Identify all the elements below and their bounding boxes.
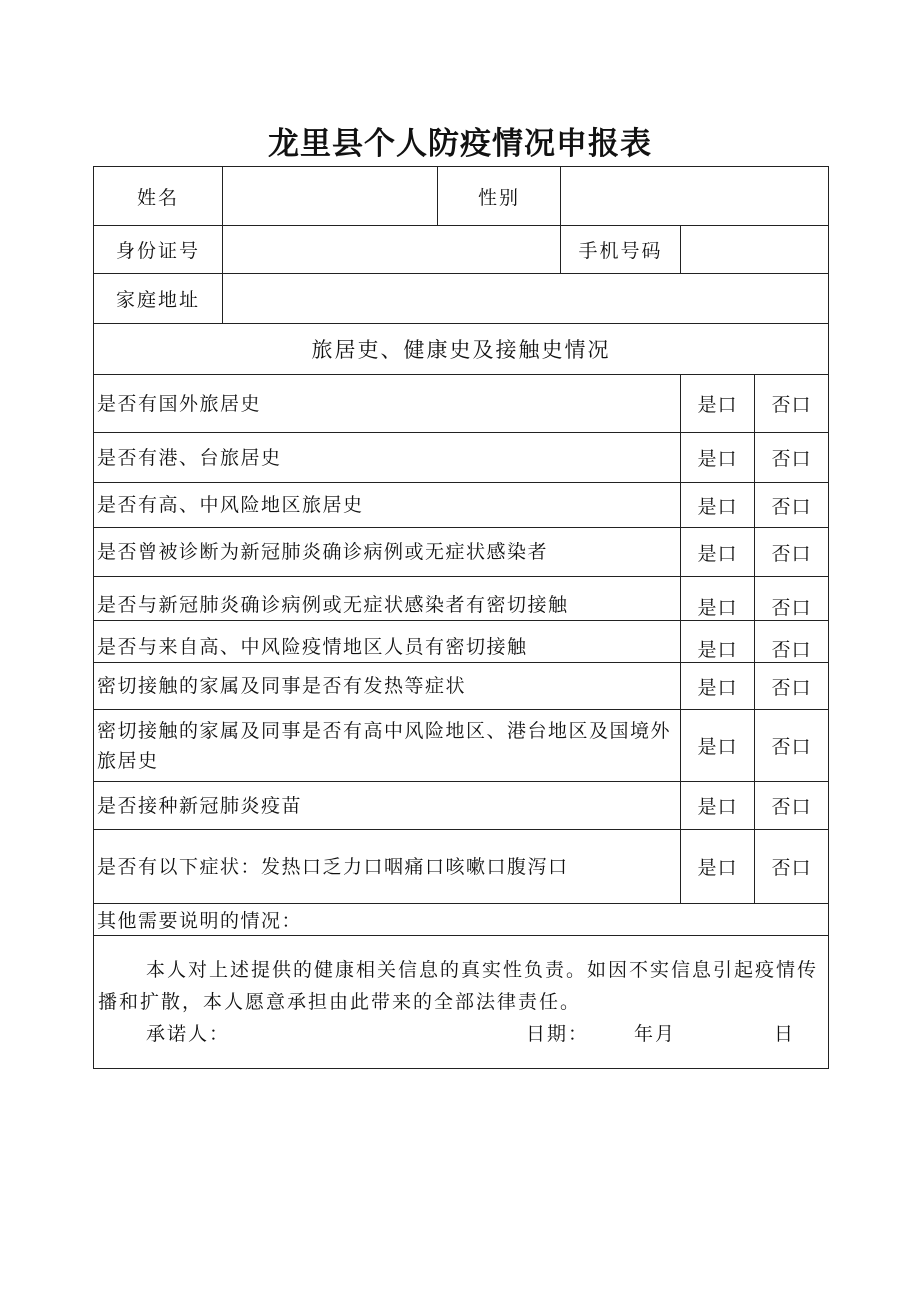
question-row	[94, 528, 829, 577]
yes-checkbox[interactable]: 是口	[681, 621, 755, 663]
phone-field[interactable]	[681, 226, 829, 274]
no-checkbox[interactable]: 否口	[755, 375, 829, 433]
question-row	[94, 375, 829, 433]
declaration-text: 本人对上述提供的健康相关信息的真实性负责。如因不实信息引起疫情传播和扩散，本人愿意承担由此带来的全部法律责任。	[98, 959, 819, 1013]
gender-label: 性别	[438, 167, 561, 226]
no-checkbox[interactable]: 否口	[755, 483, 829, 528]
no-checkbox[interactable]: 否口	[755, 433, 829, 483]
yes-checkbox[interactable]: 是口	[681, 433, 755, 483]
yes-checkbox[interactable]: 是口	[681, 710, 755, 782]
yes-checkbox[interactable]: 是口	[681, 483, 755, 528]
yes-checkbox[interactable]: 是口	[681, 830, 755, 904]
other-note-label: 其他需要说明的情况：	[94, 904, 829, 936]
question-text: 是否有港、台旅居史	[94, 433, 681, 483]
row-address	[94, 274, 829, 324]
signer-label: 承诺人：	[146, 1023, 231, 1045]
no-checkbox[interactable]: 否口	[755, 663, 829, 710]
row-section-title	[94, 324, 829, 375]
question-text: 是否有以下症状：发热口乏力口咽痛口咳嗽口腹泻口	[94, 830, 681, 904]
declaration-block	[94, 936, 829, 1069]
question-text: 是否接种新冠肺炎疫苗	[94, 782, 681, 830]
yes-checkbox[interactable]: 是口	[681, 375, 755, 433]
no-checkbox[interactable]: 否口	[755, 528, 829, 577]
row-id-phone	[94, 226, 829, 274]
phone-label: 手机号码	[561, 226, 681, 274]
yes-checkbox[interactable]: 是口	[681, 782, 755, 830]
row-other-note	[94, 904, 829, 936]
question-row	[94, 483, 829, 528]
address-field[interactable]	[223, 274, 829, 324]
question-text: 是否与来自高、中风险疫情地区人员有密切接触	[94, 621, 681, 663]
question-text: 是否有国外旅居史	[94, 375, 681, 433]
question-row	[94, 710, 829, 782]
question-row	[94, 577, 829, 621]
question-text: 是否曾被诊断为新冠肺炎确诊病例或无症状感染者	[94, 528, 681, 577]
question-text: 是否与新冠肺炎确诊病例或无症状感染者有密切接触	[94, 577, 681, 621]
id-number-field[interactable]	[223, 226, 561, 274]
day-label: 日	[774, 1023, 796, 1045]
no-checkbox[interactable]: 否口	[755, 710, 829, 782]
year-month-label: 年月	[634, 1023, 677, 1045]
question-row	[94, 782, 829, 830]
question-text: 是否有高、中风险地区旅居史	[94, 483, 681, 528]
id-number-label: 身份证号	[94, 226, 223, 274]
declaration-form-table	[93, 166, 829, 1069]
question-row	[94, 433, 829, 483]
section-title: 旅居吏、健康史及接触史情况	[94, 324, 829, 375]
question-row	[94, 663, 829, 710]
row-name-gender	[94, 167, 829, 226]
question-text: 密切接触的家属及同事是否有高中风险地区、港台地区及国境外旅居史	[94, 710, 681, 782]
yes-checkbox[interactable]: 是口	[681, 528, 755, 577]
question-text: 密切接触的家属及同事是否有发热等症状	[94, 663, 681, 710]
no-checkbox[interactable]: 否口	[755, 830, 829, 904]
gender-field[interactable]	[561, 167, 829, 226]
name-field[interactable]	[223, 167, 438, 226]
no-checkbox[interactable]: 否口	[755, 577, 829, 621]
signature-line	[98, 1018, 818, 1050]
question-row	[94, 621, 829, 663]
yes-checkbox[interactable]: 是口	[681, 663, 755, 710]
date-label: 日期：	[526, 1023, 590, 1045]
no-checkbox[interactable]: 否口	[755, 782, 829, 830]
page-title: 龙里县个人防疫情况申报表	[268, 126, 652, 162]
row-declaration	[94, 936, 829, 1069]
name-label: 姓名	[94, 167, 223, 226]
address-label: 家庭地址	[94, 274, 223, 324]
yes-checkbox[interactable]: 是口	[681, 577, 755, 621]
no-checkbox[interactable]: 否口	[755, 621, 829, 663]
question-row	[94, 830, 829, 904]
